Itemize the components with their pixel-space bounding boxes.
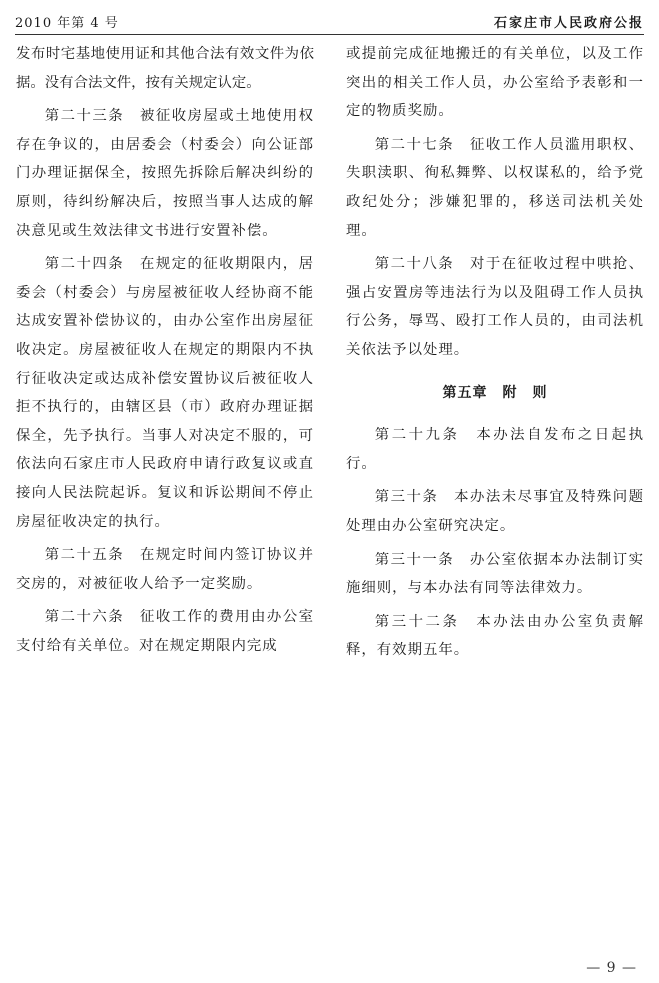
paragraph-continuation: 发布时宅基地使用证和其他合法有效文件为依据。没有合法文件，按有关规定认定。 bbox=[16, 46, 314, 91]
article-27: 第二十七条 征收工作人员滥用职权、失职渎职、徇私舞弊、以权谋私的，给予党政纪处分；涉嫌犯罪的，移送司法机关处理。 bbox=[346, 136, 644, 239]
article-32: 第三十二条 本办法由办公室负责解释，有效期五年。 bbox=[346, 613, 644, 659]
chapter-heading: 第五章 附 则 bbox=[442, 384, 548, 401]
article-24: 第二十四条 在规定的征收期限内，居委会（村委会）与房屋被征收人经协商不能达成安置补偿协议的，由办公室作出房屋征收决定。房屋被征收人在规定的期限内不执行征收决定或达成补偿安置协议后被征收人拒不执行的，由辖区县（市）政府办理证据保全，先予执行。当事人对决定不服的，可依法向石家庄市人民政府申请行政复议或直接向人民法院起诉。复议和诉讼期间不停止房屋征收决定的执行。 bbox=[16, 256, 314, 530]
left-column bbox=[16, 40, 314, 665]
publication-title: 石家庄市人民政府公报 bbox=[493, 15, 644, 31]
article-30: 第三十条 本办法未尽事宜及特殊问题处理由办公室研究决定。 bbox=[346, 489, 644, 534]
issue-label: 2010 年第 4 号 bbox=[15, 15, 119, 31]
header-divider bbox=[15, 34, 644, 35]
article-29: 第二十九条 本办法自发布之日起执行。 bbox=[346, 427, 644, 472]
article-25: 第二十五条 在规定时间内签订协议并交房的，对被征收人给予一定奖励。 bbox=[16, 547, 314, 592]
article-31: 第三十一条 办公室依据本办法制订实施细则，与本办法有同等法律效力。 bbox=[346, 551, 644, 597]
article-28: 第二十八条 对于在征收过程中哄抢、强占安置房等违法行为以及阻碍工作人员执行公务，辱骂、殴打工作人员的，由司法机关依法予以处理。 bbox=[346, 256, 644, 358]
article-26-continuation: 或提前完成征地搬迁的有关单位，以及工作突出的相关工作人员，办公室给予表彰和一定的物质奖励。 bbox=[346, 46, 644, 120]
article-26: 第二十六条 征收工作的费用由办公室支付给有关单位。对在规定期限内完成 bbox=[16, 609, 314, 654]
page-number: — 9 — bbox=[586, 960, 637, 976]
right-column bbox=[346, 40, 644, 670]
page-header bbox=[15, 8, 644, 34]
article-23: 第二十三条 被征收房屋或土地使用权存在争议的，由居委会（村委会）向公证部门办理证据保全，按照先拆除后解决纠纷的原则，待纠纷解决后，按照当事人达成的解决意见或生效法律文书进行安置补偿。 bbox=[16, 108, 314, 239]
